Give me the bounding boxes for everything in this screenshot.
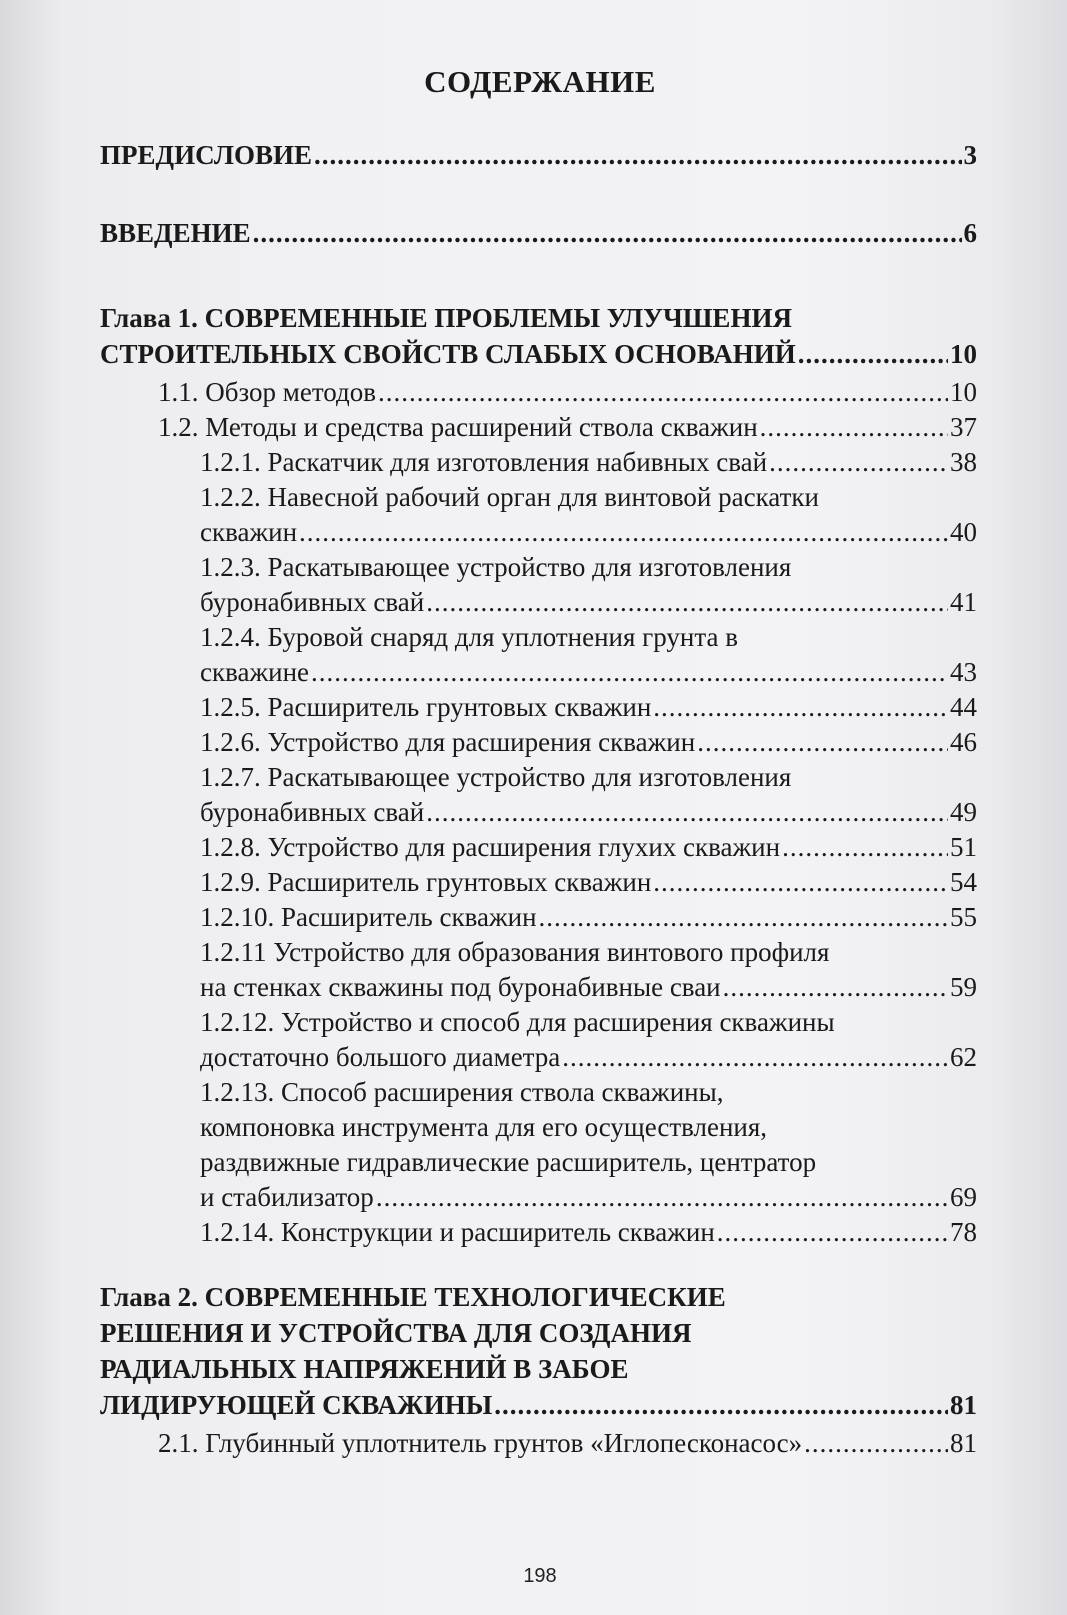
leader-dots [376, 1180, 948, 1214]
leader-dots [798, 337, 948, 371]
leader-dots [697, 725, 948, 759]
leader-dots [539, 900, 948, 934]
toc-entry-text: ВВЕДЕНИЕ [100, 218, 251, 248]
toc-entry-text: Глава 2. СОВРЕМЕННЫЕ ТЕХНОЛОГИЧЕСКИЕ [100, 1282, 726, 1312]
toc-entry-text: буронабивных свай [200, 797, 425, 827]
toc-page-number: 81 [950, 1428, 977, 1458]
toc-page-number: 78 [950, 1217, 977, 1247]
leader-dots [426, 585, 948, 619]
leader-dots [378, 375, 948, 409]
toc-page-number: 3 [963, 140, 977, 170]
toc-page [100, 60, 980, 1587]
toc-entry-text: раздвижные гидравлические расширитель, центратор [200, 1147, 817, 1177]
leader-dots [717, 1215, 948, 1249]
toc-entry-text: 1.2.13. Способ расширения ствола скважины, [200, 1077, 724, 1107]
leader-dots [299, 515, 948, 549]
leader-dots [653, 690, 948, 724]
toc-entry-1-2-9[interactable] [200, 865, 977, 899]
toc-page-number: 54 [950, 867, 977, 897]
toc-entry-1-2-3[interactable] [200, 550, 977, 584]
toc-entry-text: на стенках скважины под буронабивные сваи [200, 972, 721, 1002]
toc-page-number: 43 [950, 657, 977, 687]
toc-entry-2-1[interactable] [158, 1426, 977, 1460]
toc-page-number: 37 [950, 412, 977, 442]
toc-entry-1-2-8[interactable] [200, 830, 977, 864]
toc-entry-text: 1.2.8. Устройство для расширения глухих скважин [200, 832, 781, 862]
toc-entry-1-2[interactable] [158, 410, 977, 444]
toc-page-number: 41 [950, 587, 977, 617]
toc-chapter-1-line-1[interactable] [100, 301, 977, 335]
toc-page-number: 10 [950, 377, 977, 407]
leader-dots [314, 138, 961, 172]
leader-dots [253, 216, 962, 250]
leader-dots [562, 1040, 948, 1074]
toc-page-number: 81 [950, 1390, 977, 1420]
toc-chapter-2-line-1[interactable] [100, 1280, 977, 1314]
toc-entry-1-2-7[interactable] [200, 760, 977, 794]
toc-entry-1-2-13-cont-2[interactable] [200, 1145, 977, 1179]
toc-entry-1-2-2[interactable] [200, 480, 977, 514]
toc-entry-text: РЕШЕНИЯ И УСТРОЙСТВА ДЛЯ СОЗДАНИЯ [100, 1318, 692, 1348]
leader-dots [311, 655, 948, 689]
toc-page-number: 44 [950, 692, 977, 722]
toc-page-number: 62 [950, 1042, 977, 1072]
toc-entry-preface[interactable] [100, 138, 977, 172]
toc-entry-1-2-2-cont[interactable] [200, 515, 977, 549]
toc-entry-1-2-11[interactable] [200, 935, 977, 969]
toc-entry-text: ПРЕДИСЛОВИЕ [100, 140, 313, 170]
toc-entry-text: Глава 1. СОВРЕМЕННЫЕ ПРОБЛЕМЫ УЛУЧШЕНИЯ [100, 303, 792, 333]
toc-entry-text: 1.2.4. Буровой снаряд для уплотнения грунта в [200, 622, 738, 652]
page-title: СОДЕРЖАНИЕ [424, 64, 656, 99]
toc-entry-1-2-13-cont-3[interactable] [200, 1180, 977, 1214]
leader-dots [760, 410, 948, 444]
toc-entry-text: 2.1. Глубинный уплотнитель грунтов «Иглопесконасос» [158, 1428, 803, 1458]
toc-entry-1-2-3-cont[interactable] [200, 585, 977, 619]
toc-entry-text: 1.2.12. Устройство и способ для расширения скважины [200, 1007, 835, 1037]
leader-dots [723, 970, 948, 1004]
toc-chapter-2-line-4[interactable] [100, 1388, 977, 1422]
toc-entry-text: 1.2.3. Раскатывающее устройство для изготовления [200, 552, 792, 582]
toc-entry-1-2-4[interactable] [200, 620, 977, 654]
toc-entry-text: скважине [200, 657, 310, 687]
toc-entry-1-1[interactable] [158, 375, 977, 409]
toc-page-number: 10 [950, 339, 977, 369]
toc-entry-1-2-5[interactable] [200, 690, 977, 724]
toc-entry-text: достаточно большого диаметра [200, 1042, 561, 1072]
leader-dots [653, 865, 948, 899]
toc-entry-text: 1.2.2. Навесной рабочий орган для винтовой раскатки [200, 482, 819, 512]
toc-entry-1-2-13[interactable] [200, 1075, 977, 1109]
toc-entry-text: ЛИДИРУЮЩЕЙ СКВАЖИНЫ [100, 1390, 493, 1420]
toc-entry-text: 1.2.10. Расширитель скважин [200, 902, 537, 932]
toc-chapter-2-line-2[interactable] [100, 1316, 977, 1350]
toc-entry-text: СТРОИТЕЛЬНЫХ СВОЙСТВ СЛАБЫХ ОСНОВАНИЙ [100, 339, 796, 369]
toc-page-number: 69 [950, 1182, 977, 1212]
toc-entry-text: компоновка инструмента для его осуществления, [200, 1112, 768, 1142]
toc-entry-text: 1.2.5. Расширитель грунтовых скважин [200, 692, 652, 722]
toc-entry-text: РАДИАЛЬНЫХ НАПРЯЖЕНИЙ В ЗАБОЕ [100, 1354, 629, 1384]
leader-dots [494, 1388, 948, 1422]
toc-entry-text: 1.2. Методы и средства расширений ствола скважин [158, 412, 758, 442]
toc-page-number: 6 [963, 218, 977, 248]
toc-page-number: 59 [950, 972, 977, 1002]
toc-entry-1-2-14[interactable] [200, 1215, 977, 1249]
leader-dots [769, 445, 948, 479]
toc-entry-1-2-13-cont-1[interactable] [200, 1110, 977, 1144]
toc-chapter-2-line-3[interactable] [100, 1352, 977, 1386]
leader-dots [426, 795, 948, 829]
toc-entry-text: 1.2.1. Раскатчик для изготовления набивных свай [200, 447, 768, 477]
toc-entry-text: буронабивных свай [200, 587, 425, 617]
toc-entry-1-2-10[interactable] [200, 900, 977, 934]
toc-entry-text: скважин [200, 517, 298, 547]
toc-entry-1-2-1[interactable] [200, 445, 977, 479]
toc-page-number: 40 [950, 517, 977, 547]
leader-dots [804, 1426, 948, 1460]
toc-chapter-1-line-2[interactable] [100, 337, 977, 371]
toc-entry-1-2-11-cont[interactable] [200, 970, 977, 1004]
toc-entry-text: 1.1. Обзор методов [158, 377, 376, 407]
toc-entry-1-2-12[interactable] [200, 1005, 977, 1039]
page-number: 198 [523, 1565, 557, 1587]
toc-entry-1-2-6[interactable] [200, 725, 977, 759]
toc-page-number: 46 [950, 727, 977, 757]
toc-entry-text: 1.2.14. Конструкции и расширитель скважин [200, 1217, 715, 1247]
toc-entry-introduction[interactable] [100, 216, 977, 250]
toc-page-number: 49 [950, 797, 977, 827]
toc-entry-1-2-7-cont[interactable] [200, 795, 977, 829]
leader-dots [782, 830, 948, 864]
toc-entry-text: и стабилизатор [200, 1182, 374, 1212]
toc-page-number: 55 [950, 902, 977, 932]
toc-entry-text: 1.2.7. Раскатывающее устройство для изготовления [200, 762, 792, 792]
toc-entry-text: 1.2.9. Расширитель грунтовых скважин [200, 867, 652, 897]
toc-entry-1-2-12-cont[interactable] [200, 1040, 977, 1074]
toc-page-number: 38 [950, 447, 977, 477]
toc-entry-text: 1.2.6. Устройство для расширения скважин [200, 727, 696, 757]
toc-entry-text: 1.2.11 Устройство для образования винтового профиля [200, 937, 830, 967]
toc-page-number: 51 [950, 832, 977, 862]
toc-entry-1-2-4-cont[interactable] [200, 655, 977, 689]
